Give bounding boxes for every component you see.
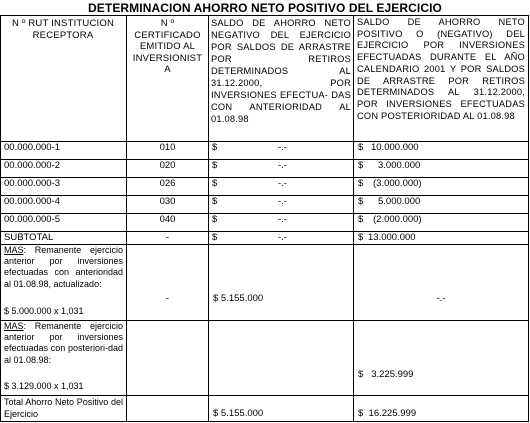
mas-desc-text: : Remanente ejercicio anterior por inversiones efectuadas con posteriori-dad al 01.08.98:	[4, 321, 123, 365]
mas-posterioridad-desc	[4, 321, 123, 366]
cert-cell: 030	[159, 196, 176, 207]
saldo-negativo-value: -.-	[278, 160, 287, 171]
border-bottom	[0, 421, 529, 422]
cert-cell: 040	[159, 214, 176, 225]
subtotal-positivo-value: 13.000.000	[368, 232, 416, 243]
mas-posterioridad-positivo: $ 3.225.999	[358, 369, 414, 380]
border-top	[0, 15, 529, 16]
rut-cell: 00.000.000-5	[4, 214, 60, 225]
mas-label: MAS	[4, 321, 24, 331]
row-line	[0, 395, 529, 396]
currency-symbol: $	[212, 232, 218, 243]
rut-cell: 00.000.000-2	[4, 160, 60, 171]
row-line	[0, 177, 529, 178]
currency-symbol: $	[358, 214, 364, 225]
cert-cell: 020	[159, 160, 176, 171]
mas-anterioridad-negativo: $ 5.155.000	[213, 293, 264, 304]
mas-posterioridad-calc: $ 3.129.000 x 1,031	[4, 381, 84, 391]
border-left	[0, 15, 1, 422]
saldo-positivo-value: (2.000.000)	[373, 214, 422, 225]
total-negativo-value: $ 5.155.000	[213, 408, 264, 419]
currency-symbol: $	[212, 196, 218, 207]
mas-label: MAS	[4, 245, 24, 255]
mas-anterioridad-desc	[4, 245, 123, 290]
header-saldo-negativo: SALDO DE AHORRO NETO NEGATIVO DEL EJERCICIO POR SALDOS DE ARRASTRE POR RETIROS DETERMINADOS AL 31.12.2000, POR INVERSIONES EFECTUA- DAS CON ANTERIORIDAD AL 01.08.98	[211, 18, 351, 124]
saldo-negativo-value: -.-	[278, 196, 287, 207]
subtotal-label: SUBTOTAL	[4, 232, 54, 243]
header-saldo-positivo: SALDO DE AHORRO NETO POSITIVO O (NEGATIVO) DEL EJERCICIO POR INVERSIONES EFECTUADAS DURANTE EL AÑO CALENDARIO 2001 Y POR SALDOS DE ARRASTRE POR RETIROS DETERMINADOS AL 31.12.2000, POR INVERSIONES EFECTUADAS CON POSTERIORIDAD AL 01.08.98	[357, 17, 525, 121]
saldo-positivo-value: 3.000.000	[378, 160, 421, 171]
mas-anterioridad-calc: $ 5.000.000 x 1,031	[4, 306, 84, 316]
total-label: Total Ahorro Neto Positivo del Ejercicio	[4, 397, 123, 419]
col-divider	[208, 15, 209, 422]
rut-cell: 00.000.000-1	[4, 142, 60, 153]
table-title: DETERMINACION AHORRO NETO POSITIVO DEL EJERCICIO	[88, 1, 442, 15]
currency-symbol: $	[212, 142, 218, 153]
col-divider	[353, 15, 354, 422]
header-certificado: N º CERTIFICADO EMITIDO AL INVERSIONIST A	[132, 18, 203, 75]
cert-cell: 010	[159, 142, 176, 153]
saldo-positivo-value: (3.000.000)	[373, 178, 422, 189]
currency-symbol: $	[358, 232, 364, 243]
mas-anterioridad-positivo: -.-	[436, 293, 446, 304]
currency-symbol: $	[358, 178, 364, 189]
subtotal-negativo-value: -.-	[278, 232, 287, 243]
row-line	[0, 195, 529, 196]
currency-symbol: $	[212, 160, 218, 171]
saldo-negativo-value: -.-	[278, 142, 287, 153]
currency-symbol: $	[212, 214, 218, 225]
subtotal-cert: -	[165, 232, 170, 243]
saldo-positivo-value: 5.000.000	[378, 196, 421, 207]
row-line	[0, 159, 529, 160]
currency-symbol: $	[358, 160, 364, 171]
cert-cell: 026	[159, 178, 176, 189]
saldo-negativo-value: -.-	[278, 178, 287, 189]
border-right	[528, 15, 529, 422]
saldo-negativo-value: -.-	[278, 214, 287, 225]
row-line	[0, 231, 529, 232]
header-rut: N º RUT INSTITUCION RECEPTORA	[11, 18, 115, 41]
rut-cell: 00.000.000-3	[4, 178, 60, 189]
saldo-positivo-value: 10.000.000	[371, 142, 419, 153]
mas-desc-text: : Remanente ejercicio anterior por inversiones efectuadas con anterioridad al 01.08.98, actualizado:	[4, 245, 123, 289]
currency-symbol: $	[358, 196, 364, 207]
rut-cell: 00.000.000-4	[4, 196, 60, 207]
currency-symbol: $	[212, 178, 218, 189]
total-positivo-value: $ 16.225.999	[358, 408, 417, 419]
mas-anterioridad-cert: -	[165, 293, 170, 304]
row-line	[0, 213, 529, 214]
header-bottom-line	[0, 141, 529, 142]
currency-symbol: $	[358, 142, 364, 153]
